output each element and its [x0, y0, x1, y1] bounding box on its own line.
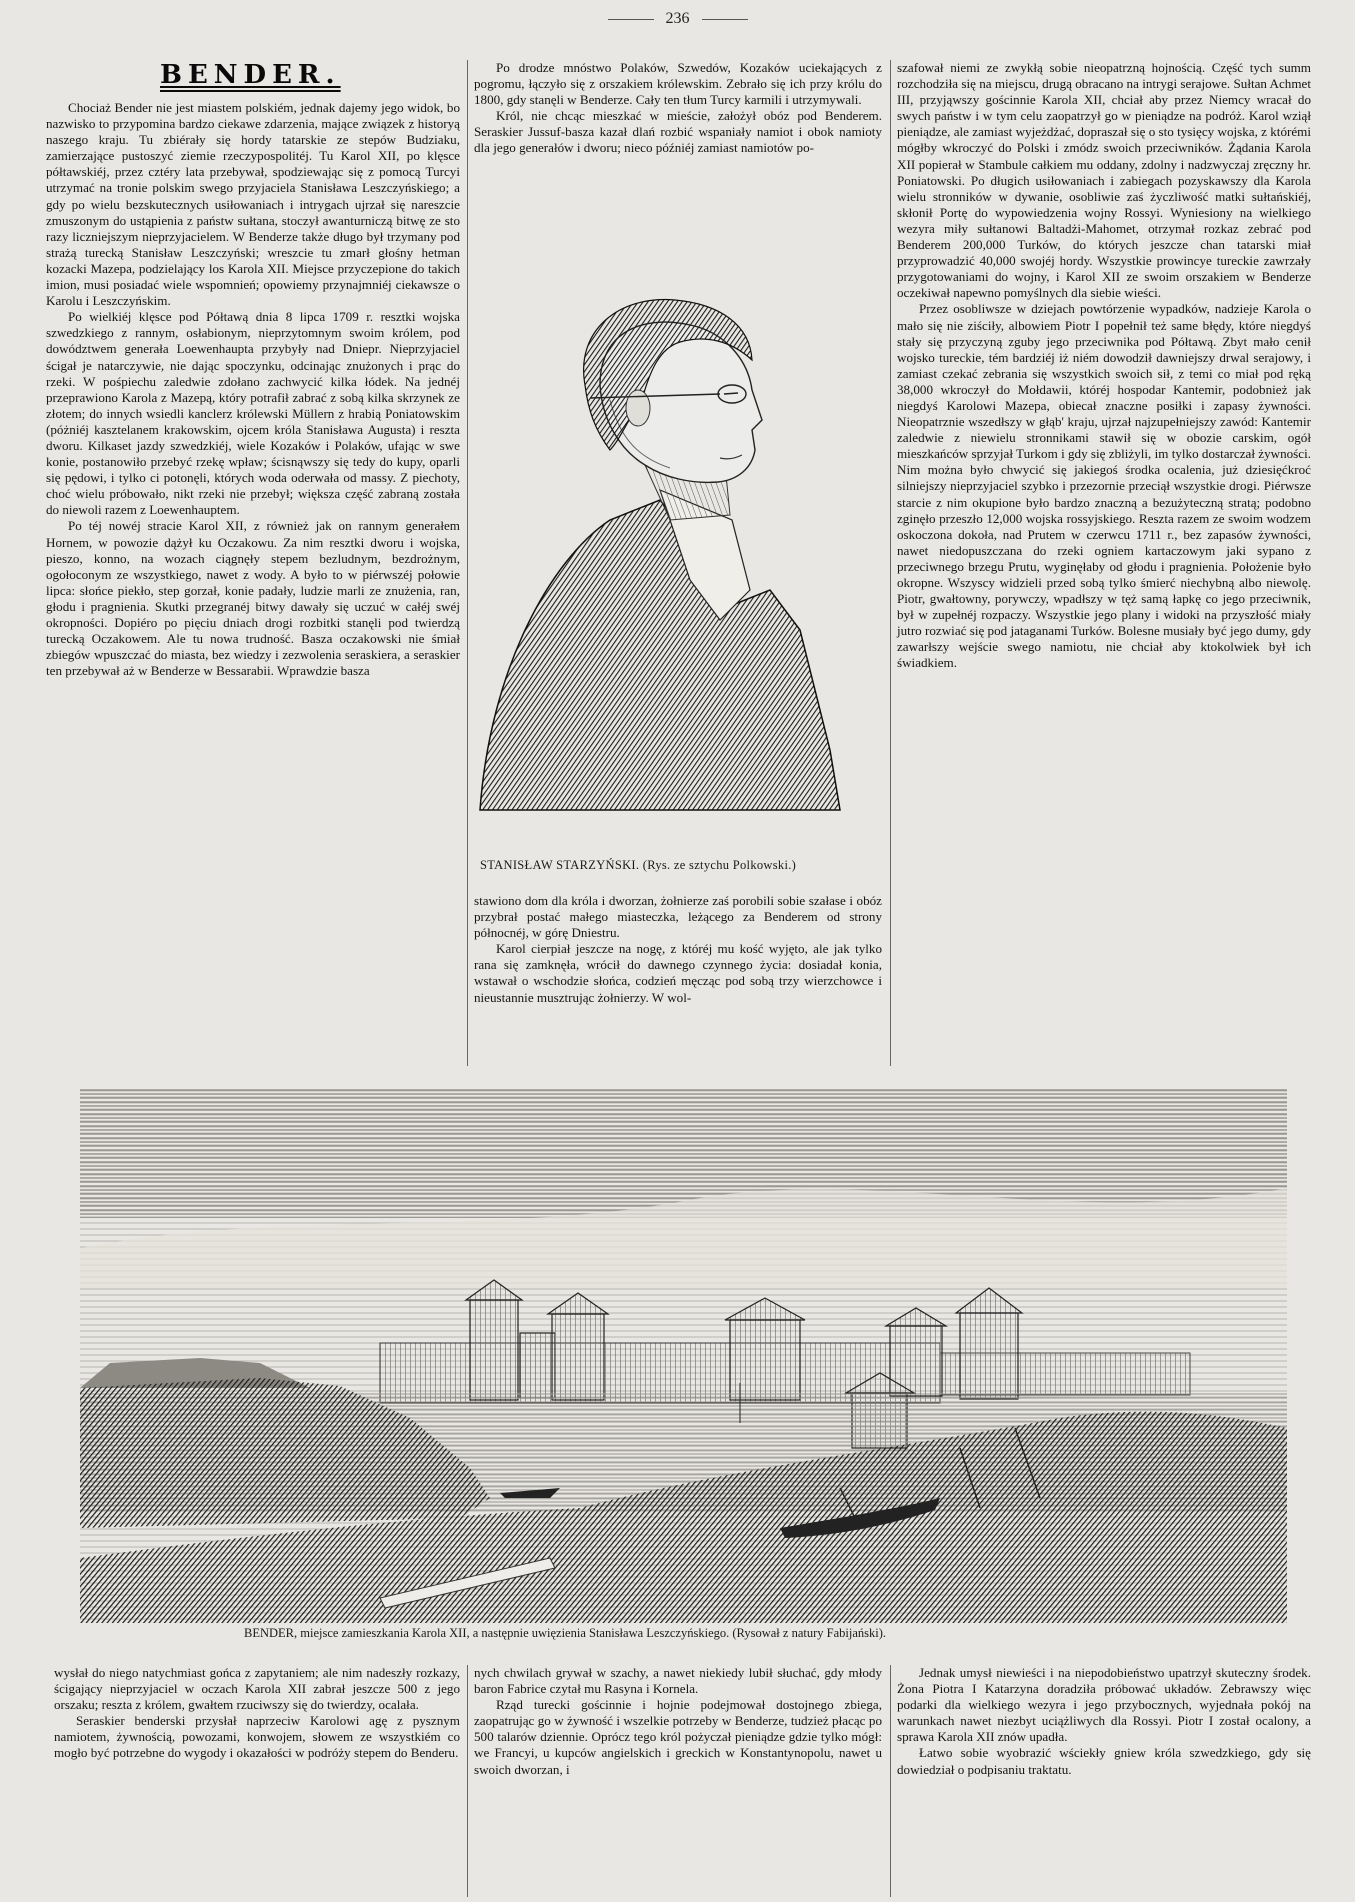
- column-rule: [467, 60, 468, 1066]
- paragraph: szafował niemi ze zwykłą sobie nieopatrzną hojnością. Część tych summ rozchodziła się na miejscu, drugą obracano na intrygi serajowe. Sułtan Achmet III, przyjąwszy gościnnie Karola XII, chciał aby przez Niemcy wracał do swych państw i w tym celu zaopatrzył go w pieniądze na podróż. Karol wziął pieniądze, ale zamiast wyjeżdżać, dopraszał się o sto tysięcy wojska, z którémi mógłby wkroczyć do Polski i zmódz swoich przeciwników. Żądania Karola XII popierał w Stambule całkiem mu oddany, zdolny i nadzwyczaj zręczny hr. Poniatowski. Po długich usiłowaniach i zabiegach pozyskawszy dla Karola wielu stronników w dywanie, osobliwie zaś życzliwość matki sułtańskiéj, skłonił Portę do wypowiedzenia wojny Rossyi. Wyniesiony na wielkiego wezyra miły sułtanowi Baltadżi-Mahomet, otrzymał rozkaz zebrać pod Benderem 200,000 Turków, do których jeszcze chan tatarski miał przyprowadzić 40,000 swojéj hordy. Wszystkie prowincye tureckie zawrzały przygotowaniami do wojny, i Karol XII ze swoim orszakiem w Benderze oczekiwał napewno pomyślnych dla siebie wieści.: [897, 60, 1311, 301]
- paragraph: Po wielkiéj klęsce pod Półtawą dnia 8 lipca 1709 r. resztki wojska szwedzkiego z rannym, osłabionym, nieprzytomnym swoim królem, pod dowództwem generała Loewenhaupta przybyły nad Dniepr. Nieprzyjaciel ścigał je natarczywie, nie dając spoczynku, odcinając znużonych i prąc do rzeki. W pośpiechu zaledwie zdołano zachwycić kilka łódek. Na jednéj przeprawiono Karola z Mazepą, który potrafił zabrać z sobą kilka skrzynek ze złotem; do innych wsiedli kanclerz królewski Müllern z hrabią Poniatowskim (póżniéj kasztelanem krakowskim, ojcem króla Stanisława Augusta) i reszta dworu. Kilkaset jazdy szwedzkiéj, wiele Kozaków i Polaków, ufając w swe konie, postanowiło przebyć rzekę wpław; ścisnąwszy się tedy do kupy, oparli się pędowi, i tylko ci potonęli, których woda oderwała od massy. Z piechoty, choć wielu próbowało, nikt rzeki nie przebył; większa część zabraną została do niewoli razem z Loewenhauptem.: [46, 309, 460, 518]
- portrait-caption: STANISŁAW STARZYŃSKI. (Rys. ze sztychu Polkowski.): [480, 858, 797, 872]
- paragraph: Łatwo sobie wyobrazić wściekły gniew króla szwedzkiego, gdy się dowiedział o podpisaniu traktatu.: [897, 1745, 1311, 1777]
- portrait-engraving: [470, 290, 885, 855]
- column-rule: [467, 1665, 468, 1897]
- paragraph: Seraskier benderski przysłał naprzeciw Karolowi agę z pysznym namiotem, żywnością, powozami, konwojem, słowem ze wszystkiém co mogło być potrzebne do wygody i okazałości w podróży stepem do Benderu.: [54, 1713, 460, 1761]
- column-rule: [890, 1665, 891, 1897]
- paragraph: Jednak umysł niewieści i na niepodobieństwo upatrzył skuteczny środek. Żona Piotra I Katarzyna doradziła próbować układów. Zebrawszy więc podarki dla wielkiego wezyra i jego przybocznych, wyjednała pokój na warunkach nawet niezbyt uciążliwych dla Rossyi. Piotr I został ocalony, a sprawa Karola XII znów upadła.: [897, 1665, 1311, 1745]
- column-2-bottom: [474, 893, 882, 1006]
- column-1: [46, 100, 460, 679]
- panorama-caption: BENDER, miejsce zamieszkania Karola XII, a następnie uwięzienia Stanisława Leszczyńskiego. (Rysował z natury Fabijański).: [244, 1626, 886, 1640]
- article-title: BENDER.: [160, 60, 341, 90]
- bottom-column-1: [54, 1665, 460, 1762]
- paragraph: Po téj nowéj stracie Karol XII, z również jak on rannym generałem Hornem, w powozie dążył ku Oczakowu. Za nim resztki dworu i wojska, pieszo, konno, na wozach ciągnęły stepem bezludnym, bezdrożnym, ogołoconym ze wszystkiego, nawet z wody. A było to w piérwszéj połowie lipca: słońce piekło, step gorzał, konie padały, ludzie marli ze znużenia, ran, głodu i pragnienia. Skutki przegranéj bitwy dawały się uczuć w całéj swéj okropności. Dopiéro po pięciu dniach drogi rozbitki stanęli pod twierdzą turecką Oczakowem. Ale tu nowa trudność. Basza oczakowski nie śmiał zbiegów wpuszczać do miasta, bez wiedzy i zezwolenia seraskiera, a seraskier ten przebywał aż w Benderze w Bessarabii. Wprawdzie basza: [46, 518, 460, 679]
- paragraph: Przez osobliwsze w dziejach powtórzenie wypadków, nadzieje Karola o mało się nie ziściły, albowiem Piotr I popełnił też same błędy, które niegdyś stały się przyczyną zguby jego przeciwnika pod Półtawą. Zbyt mało cenił wojsko tureckie, tém bardziéj iż niém dowodził dawniejszy drwal serajowy, i zamiast czekać zebrania się wszystkich swoich sił, z temi co miał pod ręką 38,000 wkroczył do Mołdawii, któréj hospodar Kantemir, podobnież jak niegdyś Karolowi Mazepa, obiecał znaczne posiłki i zapasy żywności. Nieopatrznie wszedłszy w głąb' kraju, ujrzał najzupełniejszy zawód: Kantemir zaledwie z niewielu stronnikami stawił się w obozie carskim, ogół mieszkańców sprzyjał Turkom i gdy się zbliżyli, im tylko dostarczał żywności. Nim można było chwycić się jakiegoś środka ocalenia, już dziesięćkroć silniejszy nieprzyjaciel szybko i przezornie przeciął wszystkie drogi. Piérwsze starcie z nim okupione było bardzo znaczną a bezużyteczną stratą; podobno zginęło przeszło 12,000 wojska rossyjskiego. Reszta razem ze swoim wodzem oskoczona dokoła, nad Prutem w czerwcu 1711 r., bez zapasów żywności, nawet niedopuszczana do rzeki ogniem kartaczowym jaki sypano z przeciwnego brzegu Prutu, wyginęłaby od głodu i pragnienia. Położenie było okropne. Wszyscy widzieli przed sobą tylko śmierć niechybną albo niewolę. Piotr, gwałtowny, porywczy, wpadłszy w tęż samą łapkę co jego przeciwnik, był w zupełnéj rozpaczy. Wszystkie jego plany i widoki na przyszłość miały jutro rozwiać się pod jataganami Turków. Bolesne musiały być jego dumy, gdy zawarłszy wejście swego namiotu, nie chciał aby ktokolwiek był ich świadkiem.: [897, 301, 1311, 671]
- bottom-column-3: [897, 1665, 1311, 1778]
- paragraph: Chociaż Bender nie jest miastem polskiém, jednak dajemy jego widok, bo nazwisko to przypomina bardzo ciekawe zdarzenia, mające związek z historyą naszego kraju. Tu zbiérały się hordy tatarskie ze stepów Budziaku, zamierzające pustoszyć ziemie rzeczypospolitéj. Tu Karol XII, po klęsce półtawskiéj, przez cztéry lata przebywał, spodziewając się z pomocą Turcyi utrzymać na tronie polskim swego przyjaciela Stanisława Leszczyńskiego; a gdy po wielu bezskutecznych usiłowaniach i intrygach ujrzał się nareszcie zmuszonym do ustąpienia z państw sułtana, stoczył awanturniczą bitwę ze sto razy liczniejszym nieprzyjacielem. W Benderze także długo był trzymany pod strażą turecką Stanisław Leszczyński; wreszcie tu zmarł głośny hetman kozacki Mazepa, podzielający los Karola XII. Miejsce przyczepione do takich imion, musi posiadać wiele wspomnień; opowiemy przynajmniéj ciekawsze o Karolu i Leszczyńskim.: [46, 100, 460, 309]
- paragraph: nych chwilach grywał w szachy, a nawet niekiedy lubił słuchać, gdy młody baron Fabrice czytał mu Rasyna i Kornela.: [474, 1665, 882, 1697]
- paragraph: stawiono dom dla króla i dworzan, żołnierze zaś porobili sobie szałase i obóz przybrał postać małego miasteczka, leżącego za Benderem od strony północnéj, w górę Dniestru.: [474, 893, 882, 941]
- paragraph: Karol cierpiał jeszcze na nogę, z któréj mu kość wyjęto, ale jak tylko rana się zamknęła, wrócił do dawnego czynnego życia: dosiadał konia, wstawał o wschodzie słońca, codzień męcząc pod sobą trzy wierzchowce i nieustannie musztrując żołnierzy. W wol-: [474, 941, 882, 1005]
- bender-panorama-engraving: [80, 1088, 1287, 1623]
- paragraph: Po drodze mnóstwo Polaków, Szwedów, Kozaków uciekających z pogromu, łączyło się z orszakiem królewskim. Zebrało się ich przy królu do 1800, gdy stanęli w Benderze. Cały ten tłum Turcy karmili i utrzymywali.: [474, 60, 882, 108]
- page-number: 236: [0, 10, 1355, 28]
- paragraph: Rząd turecki gościnnie i hojnie podejmował dostojnego zbiega, zaopatrując go w żywność i wszelkie potrzeby w Benderze, tudzież płacąc po 500 talarów dziennie. Oprócz tego król pożyczał pieniądze gdzie tylko mógł: we Francyi, u kupców angielskich i greckich w Konstantynopolu, nawet u swoich dworzan, i: [474, 1697, 882, 1777]
- bottom-column-2: [474, 1665, 882, 1778]
- paragraph: wysłał do niego natychmiast gońca z zapytaniem; ale nim nadeszły rozkazy, ścigający nieprzyjaciel w oczach Karola XII zabrał jeszcze 500 z jego orszaku; reszta z królem, gwałtem rzuciwszy się do twierdzy, ocalała.: [54, 1665, 460, 1713]
- column-rule: [890, 60, 891, 1066]
- paragraph: Król, nie chcąc mieszkać w mieście, założył obóz pod Benderem. Seraskier Jussuf-basza kazał dlań rozbić wspaniały namiot i obok namioty dla jego generałów i dworu; nieco późniéj zamiast namiotów po-: [474, 108, 882, 156]
- column-2-top: [474, 60, 882, 157]
- column-3: [897, 60, 1311, 672]
